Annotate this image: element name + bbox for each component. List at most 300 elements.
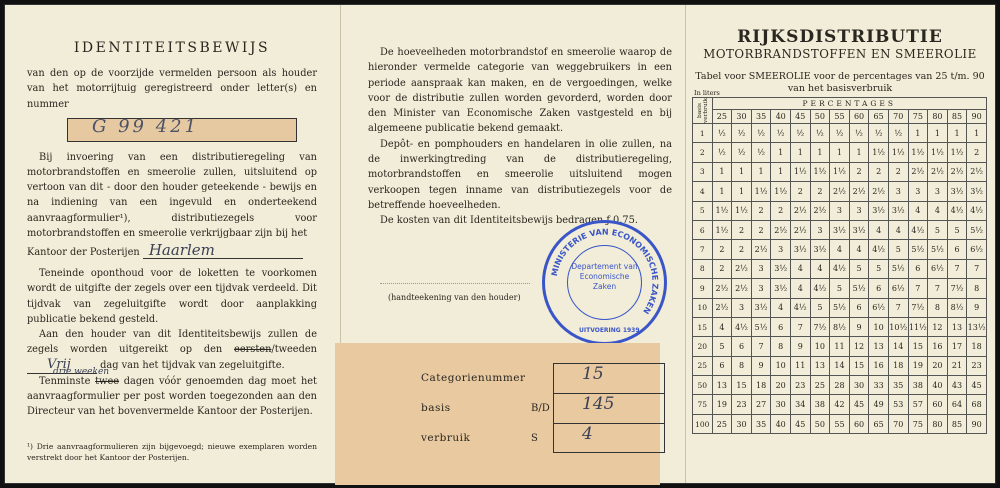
table-cell: 25 xyxy=(712,414,732,433)
table-cell: 1½ xyxy=(751,182,771,201)
table-cell: ½ xyxy=(849,124,869,143)
table-cell: 3½ xyxy=(771,279,791,298)
table-cell: 5½ xyxy=(888,259,908,278)
verbruik-row xyxy=(421,423,665,453)
percentage-column-header: 80 xyxy=(928,110,948,124)
table-cell: 4 xyxy=(712,317,732,336)
table-cell: 53 xyxy=(888,395,908,414)
table-cell: 1 xyxy=(751,162,771,181)
table-cell: 2½ xyxy=(732,259,752,278)
table-cell: 5 xyxy=(830,279,850,298)
table-cell: 4 xyxy=(928,201,948,220)
basis-verbruik-header: basis verbruik xyxy=(693,98,713,124)
paragraph-4-text-b: dagen vóór genoemden dag moet het aanvraagformulier per post worden toegezonden aan den Directeur van het bovenvermelde Kantoor der Posterijen. xyxy=(27,375,317,418)
table-cell: 1 xyxy=(712,182,732,201)
table-cell: 4 xyxy=(830,240,850,259)
table-cell: 13 xyxy=(810,356,830,375)
table-cell: 3 xyxy=(751,259,771,278)
table-cell: 42 xyxy=(830,395,850,414)
table-cell: ½ xyxy=(771,124,791,143)
stamp-bottom-text: UITVOERING 1939 xyxy=(579,327,640,334)
table-cell: 3½ xyxy=(751,298,771,317)
table-cell: 30 xyxy=(771,395,791,414)
table-cell: 23 xyxy=(732,395,752,414)
table-cell: 4 xyxy=(908,201,928,220)
table-cell: 1½ xyxy=(928,143,948,162)
table-cell: 2 xyxy=(810,182,830,201)
basis-row-header: 2 xyxy=(693,143,713,162)
paragraph-4-text-a: Tenminste xyxy=(39,375,91,387)
basis-row-header: 3 xyxy=(693,162,713,181)
table-cell: 57 xyxy=(908,395,928,414)
percentage-column-header: 60 xyxy=(849,110,869,124)
category-number-value: 15 xyxy=(553,363,665,393)
table-cell: 80 xyxy=(928,414,948,433)
paragraph-2: Teneinde oponthoud voor de loketten te voorkomen wordt de uitgifte der zegels over een tijdvak verdeeld. Dit tijdvak van zegeluitgifte wordt door aanplakking publicatie bekend gesteld. xyxy=(27,268,317,325)
table-cell: 7 xyxy=(888,298,908,317)
percentage-column-header: 90 xyxy=(967,110,987,124)
table-cell: 6½ xyxy=(928,259,948,278)
basis-row-header: 6 xyxy=(693,220,713,239)
left-panel xyxy=(5,5,335,485)
table-cell: 23 xyxy=(967,356,987,375)
table-row xyxy=(693,337,987,356)
table-cell: 2½ xyxy=(751,240,771,259)
table-cell: 45 xyxy=(790,414,810,433)
table-cell: 3½ xyxy=(849,220,869,239)
table-cell: 10 xyxy=(771,356,791,375)
table-cell: 12 xyxy=(928,317,948,336)
table-cell: 16 xyxy=(928,337,948,356)
table-cell: 5 xyxy=(888,240,908,259)
basis-row-header: 5 xyxy=(693,201,713,220)
table-cell: 1 xyxy=(810,143,830,162)
basis-value: 145 xyxy=(553,393,665,423)
basis-row-header: 4 xyxy=(693,182,713,201)
table-cell: 4½ xyxy=(908,220,928,239)
table-cell: 6 xyxy=(712,356,732,375)
table-cell: 8 xyxy=(771,337,791,356)
table-cell: 40 xyxy=(771,414,791,433)
svg-text:MINISTERIE VAN ECONOMISCHE ZAK: MINISTERIE VAN ECONOMISCHE ZAKEN xyxy=(549,227,660,316)
table-cell: 7 xyxy=(908,279,928,298)
percentage-column-header: 25 xyxy=(712,110,732,124)
table-cell: 28 xyxy=(830,376,850,395)
table-cell: 38 xyxy=(810,395,830,414)
signature-label: (handteekening van den houder) xyxy=(388,292,521,302)
table-cell: 4½ xyxy=(790,298,810,317)
table-cell: 5 xyxy=(947,220,967,239)
table-cell: 15 xyxy=(849,356,869,375)
table-cell: 14 xyxy=(888,337,908,356)
table-cell: 5 xyxy=(712,337,732,356)
table-caption xyxy=(690,71,990,95)
table-cell: 34 xyxy=(790,395,810,414)
table-cell: 6 xyxy=(771,317,791,336)
table-cell: 1 xyxy=(928,124,948,143)
table-cell: ½ xyxy=(810,124,830,143)
table-cell: 18 xyxy=(751,376,771,395)
table-cell: 3½ xyxy=(947,182,967,201)
table-cell: ½ xyxy=(712,143,732,162)
table-cell: 7½ xyxy=(947,279,967,298)
handwritten-insert: drie weeken xyxy=(53,366,110,377)
struck-word-eersten: eersten xyxy=(234,344,272,356)
table-cell: 1½ xyxy=(712,201,732,220)
table-cell: 2½ xyxy=(908,162,928,181)
fold-line xyxy=(685,5,686,483)
table-cell: 8 xyxy=(967,279,987,298)
table-cell: 3 xyxy=(732,298,752,317)
table-cell: 5½ xyxy=(908,240,928,259)
table-cell: 1 xyxy=(732,162,752,181)
table-cell: 6 xyxy=(869,279,889,298)
office-value: Haarlem xyxy=(143,243,303,259)
table-cell: 2½ xyxy=(849,182,869,201)
table-cell: 3 xyxy=(928,182,948,201)
table-cell: 5½ xyxy=(830,298,850,317)
table-cell: ½ xyxy=(751,143,771,162)
table-cell: ½ xyxy=(751,124,771,143)
table-cell: 1 xyxy=(849,143,869,162)
table-row xyxy=(693,298,987,317)
percentage-column-header: 85 xyxy=(947,110,967,124)
basis-row-header: 75 xyxy=(693,395,713,414)
table-cell: 5½ xyxy=(928,240,948,259)
table-cell: 1½ xyxy=(790,162,810,181)
intro-text: van den op de voorzijde vermelden persoon als houder van het motorrijtuig geregistreerd onder letter(s) en nummer xyxy=(27,68,317,110)
table-cell: 8½ xyxy=(947,298,967,317)
word-tweeden: /tweeden xyxy=(271,344,317,356)
basis-row-header: 100 xyxy=(693,414,713,433)
table-cell: ½ xyxy=(732,124,752,143)
basis-row xyxy=(421,393,665,423)
table-cell: 2½ xyxy=(830,182,850,201)
rijksdistributie-title: RIJKSDISTRIBUTIE xyxy=(737,27,943,47)
table-cell: 2½ xyxy=(869,182,889,201)
table-row xyxy=(693,240,987,259)
table-cell: 3½ xyxy=(771,259,791,278)
office-label: Kantoor der Posterijen xyxy=(27,247,140,259)
right-panel xyxy=(690,5,997,485)
table-cell: 90 xyxy=(967,414,987,433)
table-cell: 5 xyxy=(810,298,830,317)
table-cell: 1 xyxy=(732,182,752,201)
table-cell: ½ xyxy=(790,124,810,143)
table-cell: 5½ xyxy=(849,279,869,298)
table-cell: 9 xyxy=(790,337,810,356)
table-cell: 3½ xyxy=(810,240,830,259)
ministry-stamp xyxy=(542,220,667,345)
table-cell: 9 xyxy=(967,298,987,317)
table-row xyxy=(693,395,987,414)
table-cell: 1 xyxy=(830,143,850,162)
paragraph-3-text-a: Aan den houder van dit Identiteitsbewijs zullen de zegels worden uitgereikt op den xyxy=(27,329,317,356)
table-cell: 40 xyxy=(928,376,948,395)
basis-row-header: 20 xyxy=(693,337,713,356)
table-cell: 19 xyxy=(908,356,928,375)
table-cell: 11 xyxy=(830,337,850,356)
table-cell: 30 xyxy=(849,376,869,395)
table-cell: 4½ xyxy=(830,259,850,278)
table-cell: 2½ xyxy=(810,201,830,220)
table-cell: 2½ xyxy=(771,220,791,239)
table-cell: 7 xyxy=(947,259,967,278)
table-cell: 64 xyxy=(947,395,967,414)
table-cell: 5½ xyxy=(751,317,771,336)
table-cell: 4½ xyxy=(947,201,967,220)
table-cell: 4 xyxy=(888,220,908,239)
table-cell: 2½ xyxy=(712,279,732,298)
table-cell: 11 xyxy=(790,356,810,375)
table-cell: 1½ xyxy=(947,143,967,162)
table-cell: 9 xyxy=(849,317,869,336)
table-cell: 70 xyxy=(888,414,908,433)
table-cell: 7 xyxy=(967,259,987,278)
registration-number: G 99 421 xyxy=(92,115,200,137)
table-cell: 1½ xyxy=(810,162,830,181)
table-cell: 2½ xyxy=(967,162,987,181)
table-row xyxy=(693,220,987,239)
table-cell: 23 xyxy=(790,376,810,395)
table-cell: 1½ xyxy=(712,220,732,239)
table-cell: 5 xyxy=(869,259,889,278)
table-cell: 3 xyxy=(830,201,850,220)
table-cell: 19 xyxy=(712,395,732,414)
table-cell: 6½ xyxy=(869,298,889,317)
table-cell: 1½ xyxy=(732,201,752,220)
table-cell: 2 xyxy=(751,220,771,239)
category-box xyxy=(335,343,660,485)
table-cell: 2½ xyxy=(790,220,810,239)
table-cell: 15 xyxy=(908,337,928,356)
verbruik-label: verbruik xyxy=(421,432,471,444)
table-cell: 2 xyxy=(732,220,752,239)
category-grid xyxy=(421,363,665,453)
table-cell: 7 xyxy=(790,317,810,336)
table-row xyxy=(693,201,987,220)
table-cell: 33 xyxy=(869,376,889,395)
table-cell: 18 xyxy=(888,356,908,375)
table-cell: 18 xyxy=(967,337,987,356)
basis-row-header: 8 xyxy=(693,259,713,278)
table-cell: 38 xyxy=(908,376,928,395)
middle-paragraph-2: Depôt- en pomphouders en handelaren in olie zullen, na de inwerkingtreding van de distributieregeling, motorbrandstoffen en smeerolie uitsluitend mogen verkoopen tegen inname van distributiezegels voor de betreffende hoeveelheden. xyxy=(368,138,672,211)
struck-word-twee: twee xyxy=(95,375,120,387)
table-cell: 68 xyxy=(967,395,987,414)
basis-code: B/D xyxy=(531,402,550,414)
table-cell: 60 xyxy=(928,395,948,414)
table-cell: 6 xyxy=(947,240,967,259)
percentage-column-header: 35 xyxy=(751,110,771,124)
table-cell: 60 xyxy=(849,414,869,433)
table-cell: 65 xyxy=(869,414,889,433)
table-cell: 1 xyxy=(908,124,928,143)
table-cell: 5 xyxy=(849,259,869,278)
basis-row-header: 7 xyxy=(693,240,713,259)
table-cell: 4½ xyxy=(810,279,830,298)
table-cell: 3½ xyxy=(790,240,810,259)
percentage-column-header: 40 xyxy=(771,110,791,124)
table-cell: 12 xyxy=(849,337,869,356)
table-row xyxy=(693,279,987,298)
table-cell: 10 xyxy=(869,317,889,336)
table-cell: ½ xyxy=(712,124,732,143)
table-cell: 30 xyxy=(732,414,752,433)
table-cell: 8½ xyxy=(830,317,850,336)
verbruik-value: 4 xyxy=(553,423,665,453)
table-cell: 3 xyxy=(810,220,830,239)
table-cell: 20 xyxy=(771,376,791,395)
table-row xyxy=(693,162,987,181)
table-cell: 2½ xyxy=(712,298,732,317)
table-cell: 2½ xyxy=(947,162,967,181)
table-cell: 17 xyxy=(947,337,967,356)
table-cell: 3½ xyxy=(888,201,908,220)
table-cell: ½ xyxy=(888,124,908,143)
paragraph-3-text-b: dag van het tijdvak van zegeluitgifte. xyxy=(100,360,285,372)
percentage-column-header: 30 xyxy=(732,110,752,124)
table-cell: 3 xyxy=(849,201,869,220)
table-cell: 2 xyxy=(712,259,732,278)
signature-line xyxy=(380,283,530,284)
table-cell: 27 xyxy=(751,395,771,414)
table-cell: 8 xyxy=(732,356,752,375)
basis-row-header: 15 xyxy=(693,317,713,336)
table-cell: 35 xyxy=(888,376,908,395)
category-row xyxy=(421,363,665,393)
middle-paragraph-3: De kosten van dit Identiteitsbewijs bedragen ƒ 0.75. xyxy=(380,215,638,227)
table-cell: ½ xyxy=(869,124,889,143)
table-cell: 6½ xyxy=(967,240,987,259)
table-row xyxy=(693,414,987,433)
percentage-column-header: 65 xyxy=(869,110,889,124)
table-cell: 4½ xyxy=(732,317,752,336)
table-cell: 43 xyxy=(947,376,967,395)
smeerolie-table xyxy=(692,97,987,434)
table-cell: 2 xyxy=(732,240,752,259)
table-cell: 7½ xyxy=(908,298,928,317)
table-cell: 1½ xyxy=(908,143,928,162)
table-cell: 13½ xyxy=(967,317,987,336)
table-cell: 13 xyxy=(947,317,967,336)
table-cell: 7½ xyxy=(810,317,830,336)
footnote: ¹) Drie aanvraagformulieren zijn bijgevoegd; nieuwe exemplaren worden verstrekt door het Kantoor der Posterijen. xyxy=(27,442,317,463)
table-cell: 20 xyxy=(928,356,948,375)
table-cell: 6½ xyxy=(888,279,908,298)
table-row xyxy=(693,259,987,278)
verbruik-code: S xyxy=(531,432,538,444)
table-cell: 10 xyxy=(810,337,830,356)
table-cell: 50 xyxy=(810,414,830,433)
table-cell: 2 xyxy=(849,162,869,181)
office-line xyxy=(27,243,317,260)
basis-row-header: 9 xyxy=(693,279,713,298)
table-cell: 1 xyxy=(947,124,967,143)
table-cell: 1½ xyxy=(830,162,850,181)
table-cell: 49 xyxy=(869,395,889,414)
percentage-column-header: 75 xyxy=(908,110,928,124)
category-label: Categorienummer xyxy=(421,372,526,384)
table-row xyxy=(693,143,987,162)
table-caption-line-2: van het basisverbruik xyxy=(787,83,893,94)
registration-box xyxy=(67,115,297,142)
table-cell: 2 xyxy=(712,240,732,259)
table-cell: 4½ xyxy=(967,201,987,220)
table-cell: ½ xyxy=(830,124,850,143)
table-cell: 13 xyxy=(712,376,732,395)
table-cell: 2 xyxy=(790,182,810,201)
table-cell: 8 xyxy=(928,298,948,317)
table-cell: 10½ xyxy=(888,317,908,336)
table-cell: 45 xyxy=(967,376,987,395)
table-cell: 3 xyxy=(771,240,791,259)
percentage-column-header: 55 xyxy=(830,110,850,124)
percentages-header: PERCENTAGES xyxy=(712,98,986,110)
table-cell: 4 xyxy=(810,259,830,278)
table-cell: 2½ xyxy=(790,201,810,220)
rijksdistributie-subtitle: MOTORBRANDSTOFFEN EN SMEEROLIE xyxy=(703,47,977,61)
table-cell: 2 xyxy=(869,162,889,181)
table-cell: 1½ xyxy=(869,143,889,162)
table-cell: 16 xyxy=(869,356,889,375)
table-cell: 55 xyxy=(830,414,850,433)
table-cell: 3½ xyxy=(830,220,850,239)
table-cell: 14 xyxy=(830,356,850,375)
stamp-inner-text: Departement van Economische Zaken xyxy=(571,262,638,291)
table-cell: 3½ xyxy=(869,201,889,220)
table-cell: 2 xyxy=(967,143,987,162)
table-row xyxy=(693,356,987,375)
basis-row-header: 1 xyxy=(693,124,713,143)
table-row xyxy=(693,317,987,336)
table-caption-line-1: Tabel voor SMEEROLIE voor de percentages van 25 t/m. 90 xyxy=(695,71,985,82)
table-cell: 1 xyxy=(712,162,732,181)
table-cell: 85 xyxy=(947,414,967,433)
table-cell: 21 xyxy=(947,356,967,375)
table-cell: 75 xyxy=(908,414,928,433)
table-cell: 1 xyxy=(771,143,791,162)
table-row xyxy=(693,124,987,143)
handwritten-day: Vrij xyxy=(27,357,97,373)
table-cell: 6 xyxy=(849,298,869,317)
table-cell: 4 xyxy=(790,279,810,298)
table-cell: 15 xyxy=(732,376,752,395)
table-cell: 4½ xyxy=(869,240,889,259)
table-cell: 4 xyxy=(869,220,889,239)
table-cell: 4 xyxy=(790,259,810,278)
table-row xyxy=(693,182,987,201)
table-cell: 1 xyxy=(790,143,810,162)
basis-row-header: 10 xyxy=(693,298,713,317)
table-cell: 3 xyxy=(908,182,928,201)
table-cell: 3 xyxy=(751,279,771,298)
table-cell: 4 xyxy=(849,240,869,259)
table-cell: 5½ xyxy=(967,220,987,239)
table-cell: 1 xyxy=(967,124,987,143)
table-cell: 13 xyxy=(869,337,889,356)
table-row xyxy=(693,376,987,395)
table-cell: 6 xyxy=(732,337,752,356)
percentage-column-header: 50 xyxy=(810,110,830,124)
table-cell: 2 xyxy=(771,201,791,220)
basis-label: basis xyxy=(421,402,451,414)
table-cell: 45 xyxy=(849,395,869,414)
table-cell: 2½ xyxy=(732,279,752,298)
table-cell: 4 xyxy=(771,298,791,317)
left-title: IDENTITEITSBEWIJS xyxy=(73,40,271,56)
table-cell: 1 xyxy=(771,162,791,181)
